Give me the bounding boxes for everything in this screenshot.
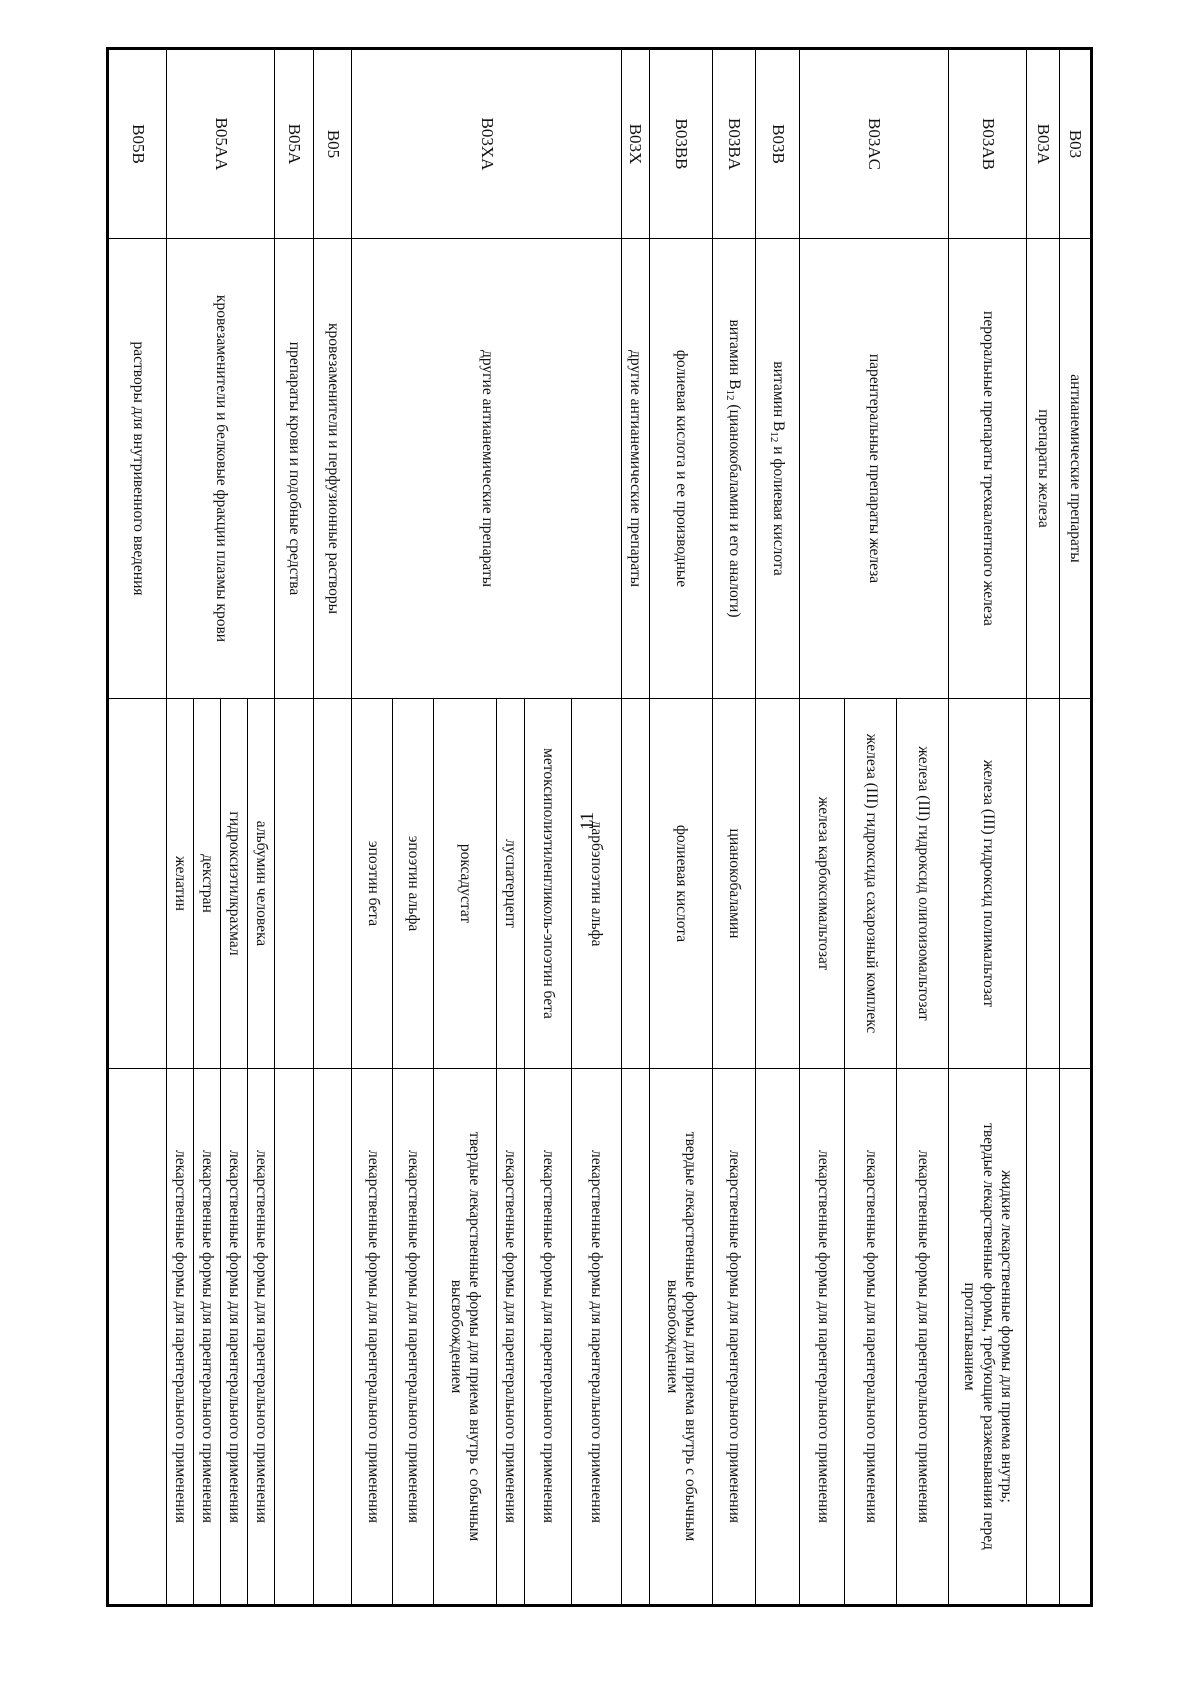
atc-code: B03X xyxy=(621,49,649,239)
substance-name: эпоэтин бета xyxy=(352,699,393,1069)
group-name: кровезаменители и перфузионные растворы xyxy=(313,239,352,699)
group-name-part: (цианокобаламин и его аналоги) xyxy=(726,400,744,618)
atc-code: B03BA xyxy=(713,49,756,239)
dosage-form: лекарственные формы для парентерального применения xyxy=(167,1069,194,1606)
substance-name xyxy=(621,699,649,1069)
dosage-form: лекарственные формы для парентерального применения xyxy=(393,1069,434,1606)
dosage-form: лекарственные формы для парентерального применения xyxy=(524,1069,571,1606)
table-row xyxy=(248,49,275,1606)
atc-code: B03AC xyxy=(800,49,949,239)
table-row xyxy=(948,49,1027,1606)
dosage-form-line: жидкие лекарственные формы для приема внутрь; xyxy=(998,1170,1016,1503)
group-name xyxy=(756,239,800,699)
group-name: препараты железа xyxy=(1027,239,1059,699)
substance-name: эпоэтин альфа xyxy=(393,699,434,1069)
subscript: 12 xyxy=(724,389,737,401)
substance-name: роксадустат xyxy=(434,699,496,1069)
table-row xyxy=(108,49,167,1606)
dosage-form xyxy=(1027,1069,1059,1606)
substance-name: желатин xyxy=(167,699,194,1069)
group-name: парентеральные препараты железа xyxy=(800,239,949,699)
substance-name: железа (III) гидроксида сахарозный комплекс xyxy=(845,699,897,1069)
substance-name: железа (III) гидроксид олигоизомальтозат xyxy=(897,699,949,1069)
dosage-form xyxy=(274,1069,313,1606)
substance-name: гидроксиэтилкрахмал xyxy=(221,699,248,1069)
substance-name: железа карбоксимальтозат xyxy=(800,699,845,1069)
dosage-form: лекарственные формы для парентерального применения xyxy=(713,1069,756,1606)
atc-code: B03XA xyxy=(352,49,621,239)
dosage-form: лекарственные формы для парентерального применения xyxy=(496,1069,524,1606)
atc-code: B03B xyxy=(756,49,800,239)
subscript: 12 xyxy=(767,431,780,443)
dosage-form: лекарственные формы для парентерального применения xyxy=(352,1069,393,1606)
dosage-form: твердые лекарственные формы для приема внутрь с обычным высвобождением xyxy=(434,1069,496,1606)
dosage-form-line: твердые лекарственные формы, требующие разжевывания перед проглатыванием xyxy=(961,1123,997,1550)
dosage-form: лекарственные формы для парентерального применения xyxy=(248,1069,275,1606)
group-name-part: и фолиевая кислота xyxy=(769,442,787,576)
substance-name xyxy=(1059,699,1091,1069)
table-row xyxy=(274,49,313,1606)
atc-code: B05 xyxy=(313,49,352,239)
dosage-form xyxy=(1059,1069,1091,1606)
substance-name: дарбэпоэтин альфа xyxy=(572,699,622,1069)
group-name: растворы для внутривенного введения xyxy=(108,239,167,699)
substance-name: цианокобаламин xyxy=(713,699,756,1069)
table-row xyxy=(1059,49,1091,1606)
atc-code: B03BB xyxy=(649,49,713,239)
group-name: другие антианемические препараты xyxy=(621,239,649,699)
substance-name xyxy=(756,699,800,1069)
group-name-part: витамин B xyxy=(769,361,787,432)
group-name xyxy=(713,239,756,699)
table-row xyxy=(621,49,649,1606)
table-rotated-wrapper xyxy=(106,47,1093,1604)
substance-name: метоксиполиэтиленгликоль-эпоэтин бета xyxy=(524,699,571,1069)
atc-code: B03AB xyxy=(948,49,1027,239)
drug-classification-table xyxy=(106,47,1093,1607)
substance-name: луспатерцепт xyxy=(496,699,524,1069)
dosage-form xyxy=(108,1069,167,1606)
table-row xyxy=(897,49,949,1606)
atc-code: B03A xyxy=(1027,49,1059,239)
dosage-form: лекарственные формы для парентерального применения xyxy=(845,1069,897,1606)
page-number: 11 xyxy=(577,811,598,831)
dosage-form: лекарственные формы для парентерального применения xyxy=(897,1069,949,1606)
table-row xyxy=(572,49,622,1606)
atc-code: B05A xyxy=(274,49,313,239)
substance-name xyxy=(108,699,167,1069)
group-name: пероральные препараты трехвалентного железа xyxy=(948,239,1027,699)
atc-code: B05B xyxy=(108,49,167,239)
group-name: кровезаменители и белковые фракции плазмы крови xyxy=(167,239,275,699)
dosage-form: лекарственные формы для парентерального применения xyxy=(572,1069,622,1606)
group-name: фолиевая кислота и ее производные xyxy=(649,239,713,699)
group-name: препараты крови и подобные средства xyxy=(274,239,313,699)
substance-name: альбумин человека xyxy=(248,699,275,1069)
group-name: другие антианемические препараты xyxy=(352,239,621,699)
atc-code: B03 xyxy=(1059,49,1091,239)
substance-name: фолиевая кислота xyxy=(649,699,713,1069)
atc-code: B05AA xyxy=(167,49,275,239)
table-row xyxy=(1027,49,1059,1606)
dosage-form xyxy=(948,1069,1027,1606)
dosage-form xyxy=(756,1069,800,1606)
table-row xyxy=(756,49,800,1606)
table-row xyxy=(713,49,756,1606)
dosage-form: лекарственные формы для парентерального применения xyxy=(194,1069,221,1606)
table-row xyxy=(649,49,713,1606)
dosage-form: лекарственные формы для парентерального применения xyxy=(221,1069,248,1606)
substance-name: декстран xyxy=(194,699,221,1069)
dosage-form xyxy=(621,1069,649,1606)
group-name-part: витамин B xyxy=(726,319,744,390)
dosage-form xyxy=(313,1069,352,1606)
dosage-form: лекарственные формы для парентерального применения xyxy=(800,1069,845,1606)
substance-name: железа (III) гидроксид полимальтозат xyxy=(948,699,1027,1069)
substance-name xyxy=(313,699,352,1069)
substance-name xyxy=(1027,699,1059,1069)
dosage-form: твердые лекарственные формы для приема внутрь с обычным высвобождением xyxy=(649,1069,713,1606)
group-name: антианемические препараты xyxy=(1059,239,1091,699)
substance-name xyxy=(274,699,313,1069)
table-row xyxy=(313,49,352,1606)
